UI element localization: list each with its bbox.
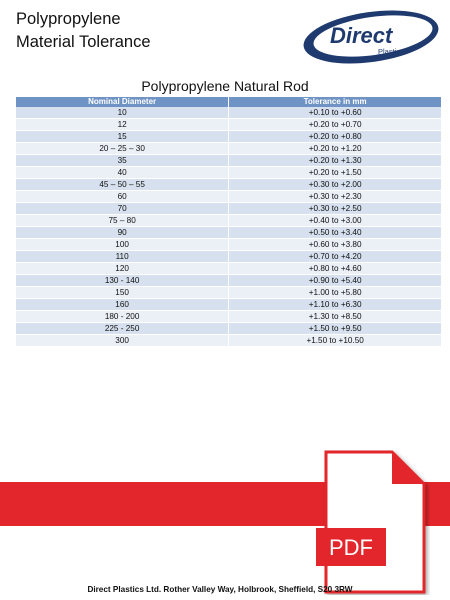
table-row <box>16 215 442 227</box>
cell-tolerance: +0.10 to +0.60 <box>229 107 442 119</box>
cell-tolerance: +0.20 to +1.30 <box>229 155 442 167</box>
cell-nominal-diameter: 75 – 80 <box>16 215 229 227</box>
table-row <box>16 251 442 263</box>
table-row <box>16 167 442 179</box>
header-nominal-diameter: Nominal Diameter <box>16 97 229 107</box>
cell-tolerance: +0.20 to +1.50 <box>229 167 442 179</box>
table-row <box>16 299 442 311</box>
cell-nominal-diameter: 180 - 200 <box>16 311 229 323</box>
cell-nominal-diameter: 225 - 250 <box>16 323 229 335</box>
table-row <box>16 335 442 347</box>
table-row <box>16 143 442 155</box>
cell-nominal-diameter: 60 <box>16 191 229 203</box>
cell-nominal-diameter: 20 – 25 – 30 <box>16 143 229 155</box>
table-row <box>16 191 442 203</box>
cell-nominal-diameter: 160 <box>16 299 229 311</box>
cell-tolerance: +0.80 to +4.60 <box>229 263 442 275</box>
cell-nominal-diameter: 12 <box>16 119 229 131</box>
cell-nominal-diameter: 35 <box>16 155 229 167</box>
pdf-file-icon[interactable] <box>300 450 430 595</box>
table-header-row <box>16 97 442 107</box>
table-title: Polypropylene Natural Rod <box>141 78 309 94</box>
cell-tolerance: +1.10 to +6.30 <box>229 299 442 311</box>
cell-nominal-diameter: 110 <box>16 251 229 263</box>
cell-nominal-diameter: 45 – 50 – 55 <box>16 179 229 191</box>
cell-tolerance: +1.50 to +9.50 <box>229 323 442 335</box>
cell-nominal-diameter: 10 <box>16 107 229 119</box>
header-tolerance: Tolerance in mm <box>229 97 442 107</box>
cell-tolerance: +0.70 to +4.20 <box>229 251 442 263</box>
logo-sub: Plastics <box>378 47 404 56</box>
table-row <box>16 119 442 131</box>
table-body <box>16 107 442 347</box>
cell-tolerance: +1.00 to +5.80 <box>229 287 442 299</box>
cell-nominal-diameter: 40 <box>16 167 229 179</box>
table-row <box>16 155 442 167</box>
table-row <box>16 275 442 287</box>
cell-tolerance: +0.30 to +2.30 <box>229 191 442 203</box>
tolerance-table <box>16 97 442 347</box>
cell-tolerance: +1.30 to +8.50 <box>229 311 442 323</box>
table-row <box>16 263 442 275</box>
cell-tolerance: +0.40 to +3.00 <box>229 215 442 227</box>
pdf-label: PDF <box>329 535 373 560</box>
cell-nominal-diameter: 90 <box>16 227 229 239</box>
cell-nominal-diameter: 15 <box>16 131 229 143</box>
table-row <box>16 203 442 215</box>
cell-tolerance: +0.30 to +2.50 <box>229 203 442 215</box>
logo-word: Direct <box>330 23 393 48</box>
cell-tolerance: +1.50 to +10.50 <box>229 335 442 347</box>
table-row <box>16 323 442 335</box>
document-title-line-2: Material Tolerance <box>16 33 151 51</box>
cell-tolerance: +0.90 to +5.40 <box>229 275 442 287</box>
document-title-line-1: Polypropylene <box>16 10 121 28</box>
cell-nominal-diameter: 150 <box>16 287 229 299</box>
cell-tolerance: +0.20 to +0.80 <box>229 131 442 143</box>
cell-tolerance: +0.60 to +3.80 <box>229 239 442 251</box>
document-title <box>16 8 151 54</box>
cell-nominal-diameter: 70 <box>16 203 229 215</box>
cell-nominal-diameter: 130 - 140 <box>16 275 229 287</box>
footer-address: Direct Plastics Ltd. Rother Valley Way, Holbrook, Sheffield, S20 3RW <box>87 585 353 594</box>
cell-tolerance: +0.30 to +2.00 <box>229 179 442 191</box>
table-row <box>16 107 442 119</box>
table-row <box>16 179 442 191</box>
table-row <box>16 227 442 239</box>
table-row <box>16 239 442 251</box>
cell-nominal-diameter: 300 <box>16 335 229 347</box>
direct-plastics-logo <box>300 6 442 66</box>
table-row <box>16 287 442 299</box>
cell-nominal-diameter: 120 <box>16 263 229 275</box>
cell-tolerance: +0.50 to +3.40 <box>229 227 442 239</box>
cell-tolerance: +0.20 to +1.20 <box>229 143 442 155</box>
table-row <box>16 311 442 323</box>
cell-tolerance: +0.20 to +0.70 <box>229 119 442 131</box>
table-row <box>16 131 442 143</box>
cell-nominal-diameter: 100 <box>16 239 229 251</box>
